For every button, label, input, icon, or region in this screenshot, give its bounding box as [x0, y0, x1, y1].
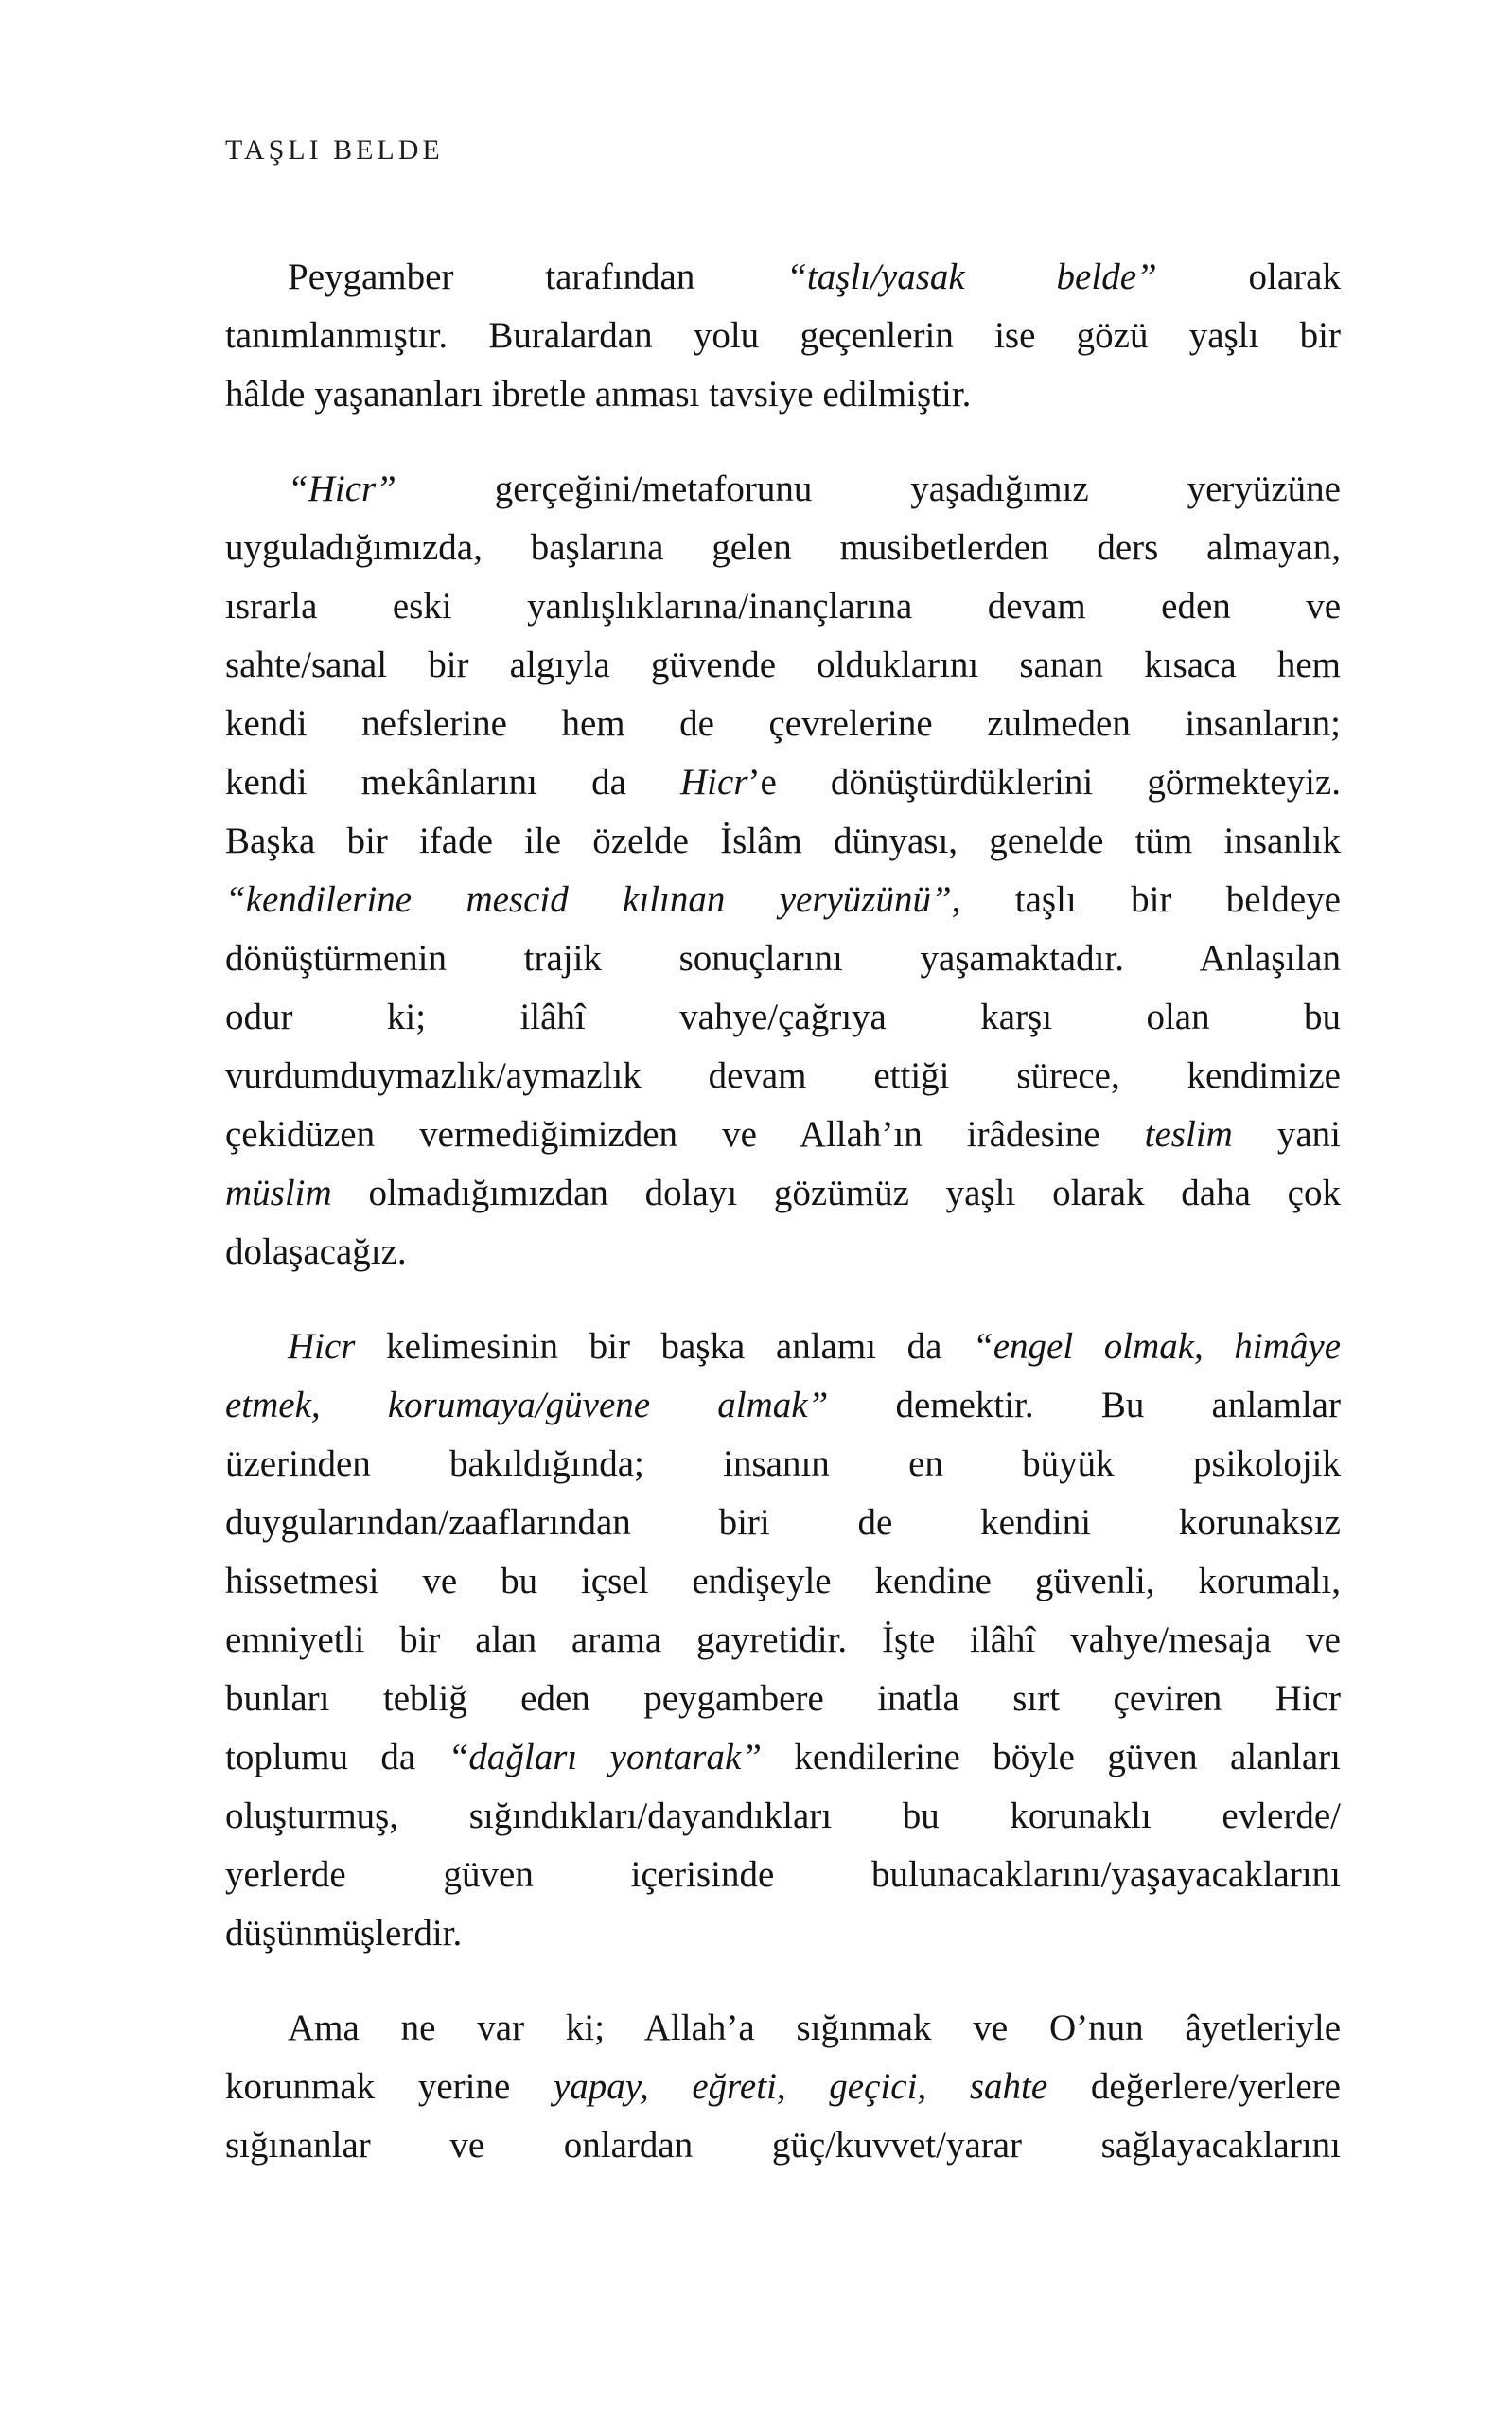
italic-text: “taşlı/yasak belde” [786, 256, 1157, 297]
italic-text: yapay, eğreti, geçici, sahte [553, 2066, 1048, 2107]
regular-text: demektir. Bu anlamlar [828, 1385, 1341, 1425]
text-line [225, 2058, 1341, 2116]
italic-text: Hicr [288, 1326, 356, 1367]
regular-text: dönüştürmenin trajik sonuçlarını yaşamaktadır. Anlaşılan [225, 938, 1341, 979]
paragraph [225, 1318, 1341, 1963]
regular-text: oluşturmuş, sığındıkları/dayandıkları bu korunaklı evlerde/ [225, 1795, 1341, 1836]
regular-text: yani [1232, 1114, 1341, 1155]
regular-text: vurdumduymazlık/aymazlık devam ettiği sürece, kendimize [225, 1055, 1341, 1096]
regular-text: değerlere/yerlere [1047, 2066, 1341, 2107]
regular-text: kendi mekânlarını da [225, 762, 681, 803]
text-line [225, 1376, 1341, 1435]
italic-text: teslim [1144, 1114, 1233, 1155]
text-line [225, 1318, 1341, 1376]
italic-text: Hicr [680, 762, 748, 803]
paragraph [225, 460, 1341, 1282]
text-line [225, 1904, 1341, 1963]
italic-text: “kendilerine mescid kılınan yeryüzünü” [225, 879, 952, 920]
regular-text: Peygamber tarafından [288, 256, 787, 297]
regular-text: kendilerine böyle güven alanları [761, 1737, 1341, 1777]
text-line [225, 929, 1341, 988]
regular-text: hâlde yaşananları ibretle anması tavsiye edilmiştir. [225, 374, 972, 415]
text-line [225, 871, 1341, 929]
regular-text: odur ki; ilâhî vahye/çağrıya karşı olan bu [225, 997, 1341, 1037]
regular-text: Başka bir ifade ile özelde İslâm dünyası, genelde tüm insanlık [225, 821, 1341, 861]
regular-text: sığınanlar ve onlardan güç/kuvvet/yarar sağlayacaklarını [225, 2125, 1341, 2166]
text-line [225, 2116, 1341, 2175]
regular-text: düşünmüşlerdir. [225, 1913, 463, 1954]
regular-text: Ama ne var ki; Allah’a sığınmak ve O’nun âyetleriyle [288, 2007, 1341, 2048]
regular-text: korunmak yerine [225, 2066, 554, 2107]
paragraph [225, 1999, 1341, 2175]
text-line [225, 812, 1341, 871]
text-body [225, 248, 1341, 2175]
text-line [225, 248, 1341, 307]
regular-text: ’e dönüştürdüklerini görmekteyiz. [747, 762, 1341, 803]
paragraph [225, 248, 1341, 424]
regular-text: yerlerde güven içerisinde bulunacaklarını/yaşayacaklarını [225, 1854, 1341, 1895]
running-header: TAŞLI BELDE [225, 134, 444, 166]
regular-text: uyguladığımızda, başlarına gelen musibetlerden ders almayan, [225, 527, 1341, 568]
regular-text: olarak [1156, 256, 1341, 297]
text-line [225, 519, 1341, 577]
italic-text: etmek, korumaya/güvene almak” [225, 1385, 829, 1425]
text-line [225, 1047, 1341, 1105]
text-line [225, 307, 1341, 365]
regular-text: emniyetli bir alan arama gayretidir. İşte ilâhî vahye/mesaja ve [225, 1619, 1341, 1660]
text-line [225, 636, 1341, 695]
regular-text: ısrarla eski yanlışlıklarına/inançlarına devam eden ve [225, 586, 1341, 627]
regular-text: gerçeğini/metaforunu yaşadığımız yeryüzüne [396, 469, 1341, 509]
text-line [225, 1611, 1341, 1670]
text-line [225, 1846, 1341, 1904]
italic-text: “dağları yontarak” [448, 1737, 762, 1777]
text-line [225, 988, 1341, 1047]
text-line [225, 1999, 1341, 2058]
regular-text: sahte/sanal bir algıyla güvende olduklarını sanan kısaca hem [225, 645, 1341, 685]
italic-text: “engel olmak, himâye [973, 1326, 1341, 1367]
text-line [225, 1670, 1341, 1728]
regular-text: dolaşacağız. [225, 1231, 407, 1272]
regular-text: duygularından/zaaflarından biri de kendini korunaksız [225, 1502, 1341, 1543]
text-line [225, 1552, 1341, 1611]
text-line [225, 1494, 1341, 1552]
text-line [225, 1787, 1341, 1846]
regular-text: hissetmesi ve bu içsel endişeyle kendine güvenli, korumalı, [225, 1561, 1341, 1601]
regular-text: kendi nefslerine hem de çevrelerine zulmeden insanların; [225, 703, 1341, 744]
text-line [225, 1223, 1341, 1282]
text-line [225, 1728, 1341, 1787]
regular-text: olmadığımızdan dolayı gözümüz yaşlı olarak daha çok [331, 1173, 1341, 1213]
text-line [225, 695, 1341, 753]
text-line [225, 1164, 1341, 1223]
regular-text: çekidüzen vermediğimizden ve Allah’ın irâdesine [225, 1114, 1145, 1155]
regular-text: toplumu da [225, 1737, 448, 1777]
regular-text: bunları tebliğ eden peygambere inatla sırt çeviren Hicr [225, 1678, 1341, 1719]
regular-text: , taşlı bir beldeye [951, 879, 1341, 920]
italic-text: müslim [225, 1173, 332, 1213]
text-line [225, 1435, 1341, 1494]
regular-text: üzerinden bakıldığında; insanın en büyük psikolojik [225, 1443, 1341, 1484]
regular-text: kelimesinin bir başka anlamı da [355, 1326, 974, 1367]
text-line [225, 753, 1341, 812]
text-line [225, 1105, 1341, 1164]
text-line [225, 577, 1341, 636]
regular-text: tanımlanmıştır. Buralardan yolu geçenlerin ise gözü yaşlı bir [225, 315, 1341, 356]
text-line [225, 365, 1341, 424]
text-line [225, 460, 1341, 519]
italic-text: “Hicr” [288, 469, 396, 509]
